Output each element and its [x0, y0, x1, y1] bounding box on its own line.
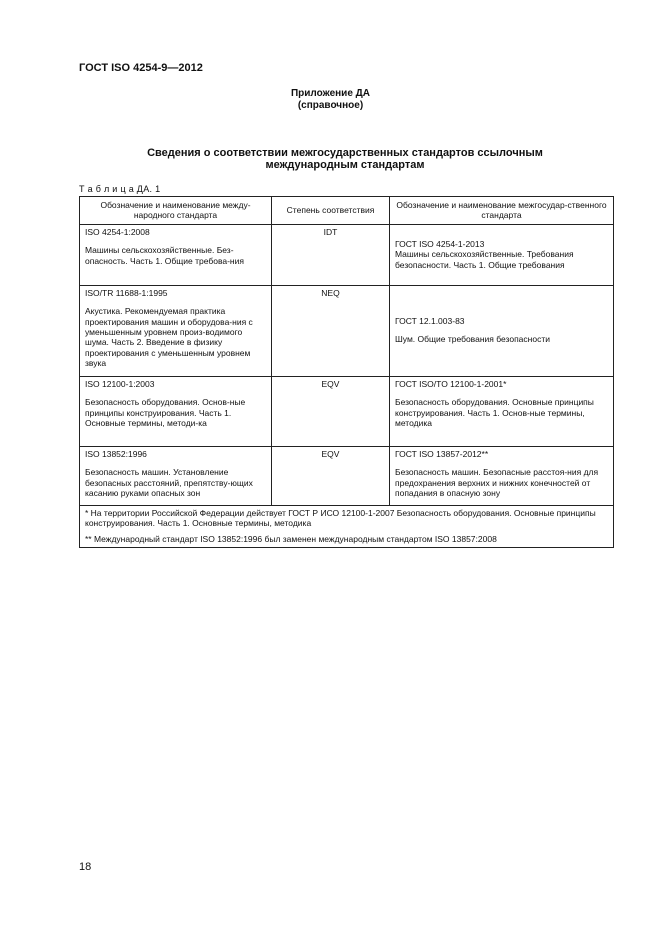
- table-row: [80, 285, 614, 376]
- degree-cell: EQV: [272, 446, 390, 505]
- table-label: Т а б л и ц а ДА. 1: [79, 184, 161, 194]
- national-code: ГОСТ ISO 4254-1-2013: [395, 238, 485, 249]
- intl-desc: Акустика. Рекомендуемая практика проектирования машин и оборудова-ния с уменьшенным уровнем произ-водимого шума. Часть 2. Введение в физику проектирования с уменьшенным уровнем звука: [85, 306, 253, 369]
- national-cell: [390, 285, 614, 376]
- footnotes-cell: [80, 505, 614, 547]
- intl-desc: Безопасность машин. Установление безопасных расстояний, препятству-ющих касанию руками опасных зон: [85, 467, 253, 499]
- header-degree: Степень соответствия: [272, 197, 390, 225]
- intl-cell: [80, 446, 272, 505]
- degree-cell: IDT: [272, 224, 390, 285]
- intl-code: ISO/TR 11688-1:1995: [85, 287, 168, 298]
- section-title-line1: Сведения о соответствии межгосударственных стандартов ссылочным: [147, 147, 543, 159]
- national-desc: Безопасность оборудования. Основные принципы конструирования. Часть 1. Основ-ные термины, методика: [395, 397, 594, 429]
- national-code: ГОСТ ISO 13857-2012**: [395, 448, 489, 459]
- header-intl-standard: Обозначение и наименование между-народного стандарта: [80, 197, 272, 225]
- table-row: [80, 224, 614, 285]
- degree-cell: EQV: [272, 376, 390, 446]
- section-title-line2: международным стандартам: [265, 159, 425, 171]
- appendix-heading: [0, 88, 661, 112]
- intl-code: ISO 4254-1:2008: [85, 226, 150, 237]
- national-desc: Безопасность машин. Безопасные расстоя-ния для предохранения верхних и нижних конечностей от попадания в опасную зону: [395, 467, 599, 499]
- footnote-row: [80, 505, 614, 547]
- header-national-standard: Обозначение и наименование межгосудар-ственного стандарта: [390, 197, 614, 225]
- document-code: ГОСТ ISO 4254-9—2012: [79, 62, 203, 74]
- national-desc: Машины сельскохозяйственные. Требования безопасности. Часть 1. Общие требования: [395, 249, 574, 270]
- page-number: 18: [79, 861, 92, 873]
- table-row: [80, 376, 614, 446]
- intl-cell: [80, 376, 272, 446]
- intl-code: ISO 12100-1:2003: [85, 378, 155, 389]
- appendix-subtitle: (справочное): [297, 100, 364, 111]
- footnote: * На территории Российской Федерации действует ГОСТ Р ИСО 12100-1-2007 Безопасность оборудования. Основные принципы конструирования. Часть 1. Основные термины, методика: [85, 507, 596, 529]
- appendix-title: Приложение ДА: [290, 88, 371, 99]
- national-cell: [390, 224, 614, 285]
- intl-cell: [80, 224, 272, 285]
- intl-desc: Машины сельскохозяйственные. Без-опасность. Часть 1. Общие требова-ния: [85, 245, 244, 266]
- national-desc: Шум. Общие требования безопасности: [395, 334, 550, 345]
- national-code: ГОСТ ISO/TO 12100-1-2001*: [395, 378, 507, 389]
- degree-cell: NEQ: [272, 285, 390, 376]
- intl-code: ISO 13852:1996: [85, 448, 147, 459]
- footnote: ** Международный стандарт ISO 13852:1996 был заменен международным стандартом ISO 13857:2008: [85, 533, 497, 544]
- national-cell: [390, 446, 614, 505]
- table-row: [80, 446, 614, 505]
- correspondence-table: [79, 196, 614, 548]
- table-header-row: [80, 197, 614, 225]
- national-cell: [390, 376, 614, 446]
- section-title: [120, 147, 570, 171]
- national-code: ГОСТ 12.1.003-83: [395, 315, 465, 326]
- intl-desc: Безопасность оборудования. Основ-ные принципы конструирования. Часть 1. Основные термины, методи-ка: [85, 397, 246, 429]
- intl-cell: [80, 285, 272, 376]
